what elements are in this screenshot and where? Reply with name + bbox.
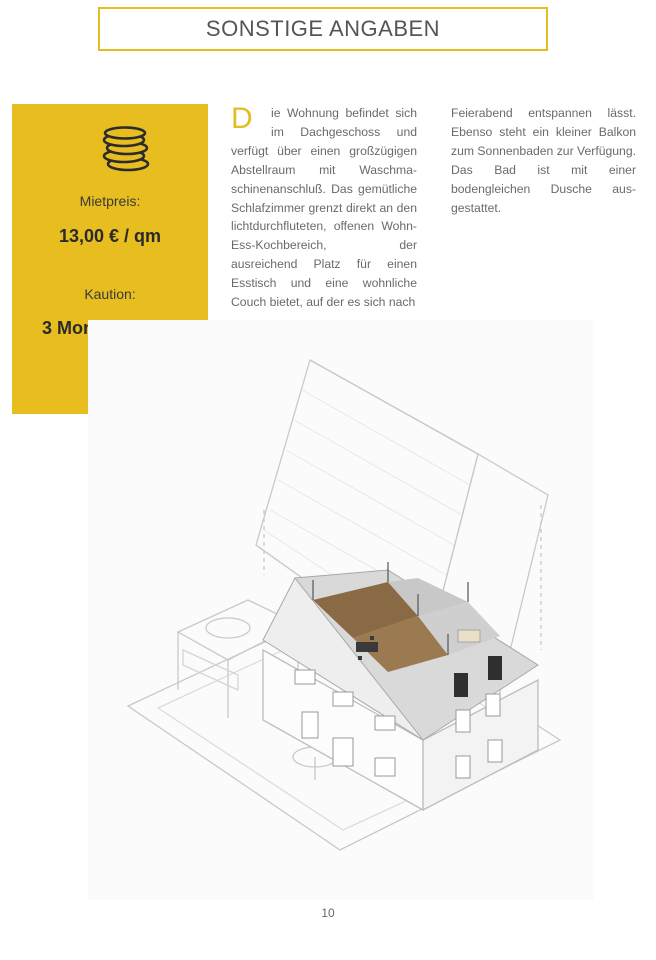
description-column-2 <box>451 104 636 217</box>
description-text-2: Feierabend entspannen lässt. Ebenso steht ein kleiner Balkon zum Sonnenbaden zur Verfügung. Das Bad ist mit einer bodengleichen Dusche aus-gestattet. <box>451 106 636 215</box>
rent-value: 13,00 € / qm <box>58 226 162 246</box>
coins-icon <box>98 126 152 174</box>
page-number: 10 <box>321 906 335 920</box>
description-column-1 <box>231 104 417 312</box>
deposit-value: 3 Monatsmieten <box>41 318 179 338</box>
isometric-house-icon <box>88 320 594 900</box>
section-title: SONSTIGE ANGABEN <box>205 16 441 41</box>
drop-cap: D <box>231 102 253 135</box>
section-title-box <box>98 7 548 51</box>
rent-label: Mietpreis: <box>79 193 141 209</box>
description-text-1: ie Wohnung befindet sich im Dachgeschoss und verfügt über einen großzügigen Abstellraum mit Waschma-schinenanschluß. Das gemütliche Schlafzimmer grenzt direkt an den lichtdurchfluteten, offenen Wohn-Ess-Kochbereich, der ausreichend Platz für einen Esstisch und eine wohnliche Couch bietet, auf der es sich nach <box>231 106 417 310</box>
deposit-label: Kaution: <box>84 286 136 302</box>
